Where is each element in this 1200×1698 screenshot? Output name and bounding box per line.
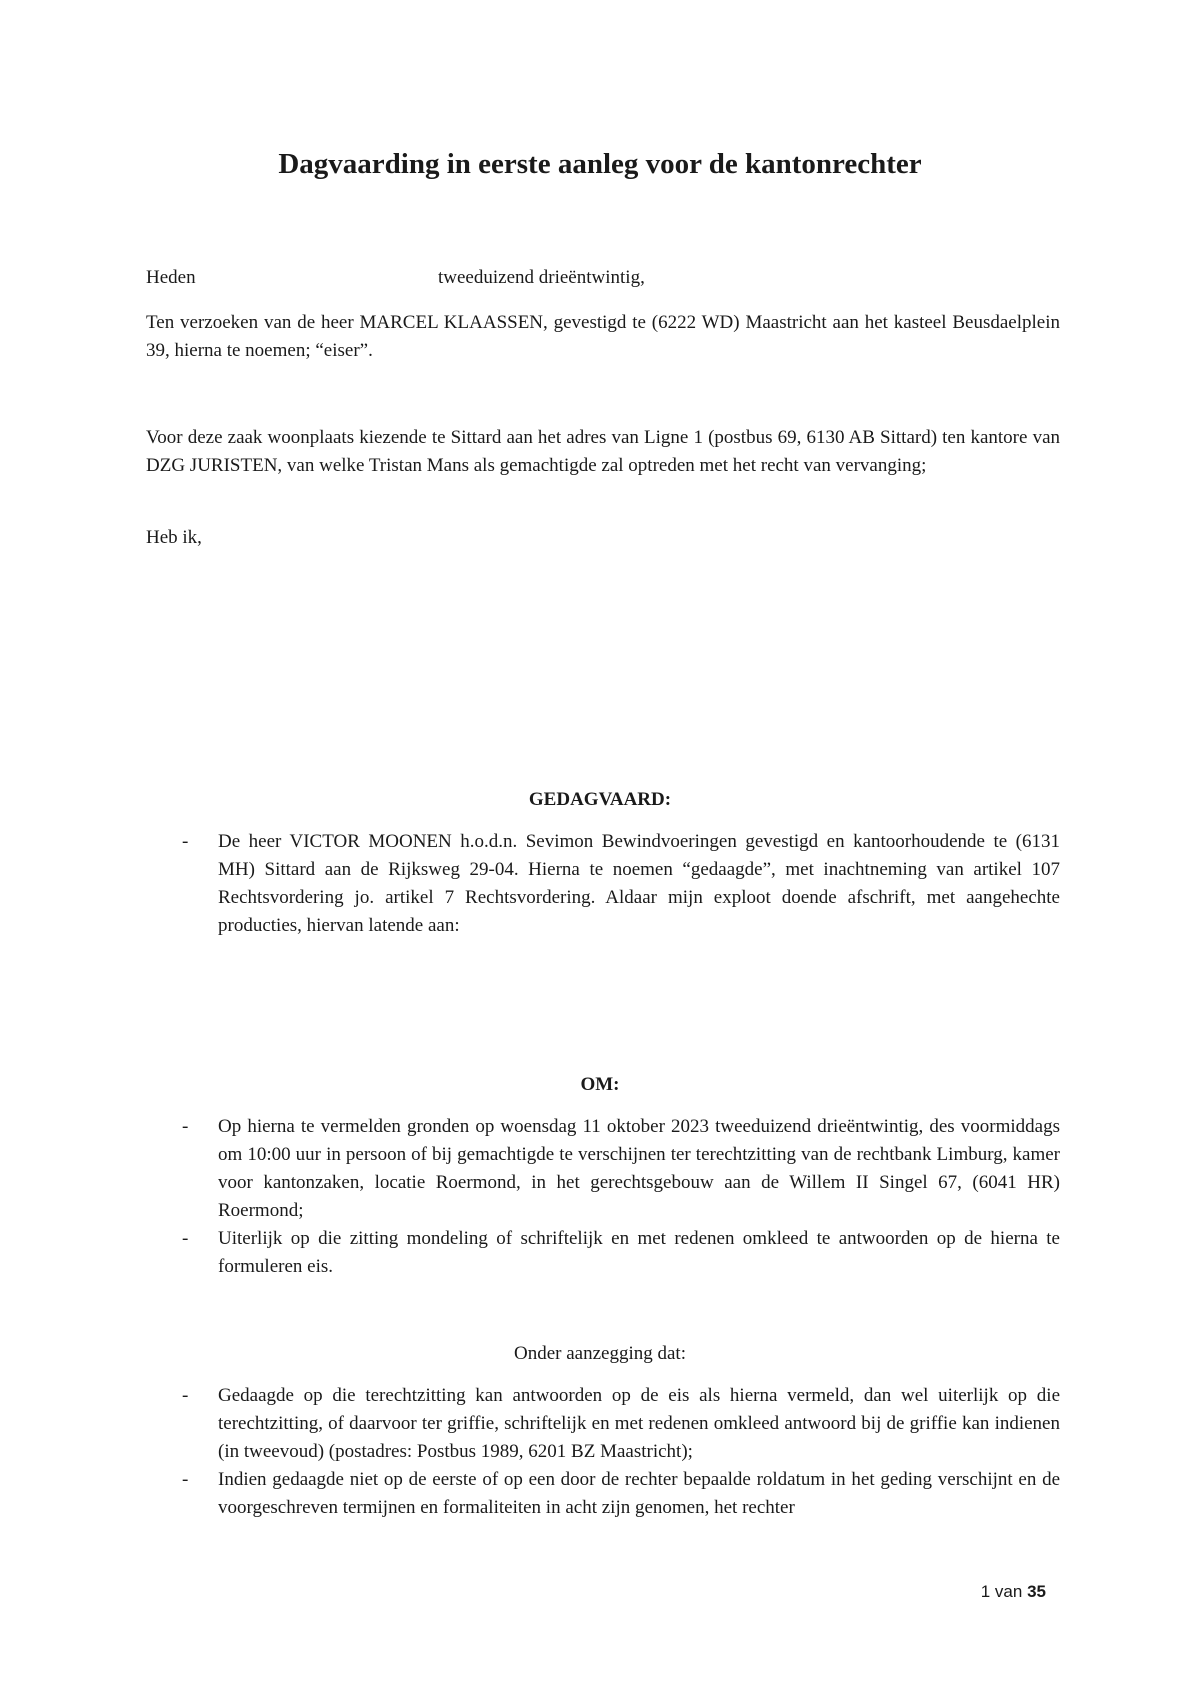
page-separator: van xyxy=(994,1582,1023,1601)
gedagvaard-list xyxy=(0,828,1200,940)
heden-line xyxy=(146,264,1060,292)
list-marker: - xyxy=(182,831,189,852)
list-item-text: De heer VICTOR MOONEN h.o.d.n. Sevimon Bewindvoeringen gevestigd en kantoorhoudende te (6131 MH) Sittard aan de Rijksweg 29-04. Hierna te noemen “gedaagde”, met inachtneming van artikel 107 Rechtsvordering jo. artikel 7 Rechtsvordering. Aldaar mijn exploot doende afschrift, met aangehechte producties, hiervan latende aan: xyxy=(218,831,1060,936)
list-item xyxy=(0,1113,1060,1225)
woonplaats-paragraph: Voor deze zaak woonplaats kiezende te Sittard aan het adres van Ligne 1 (postbus 69, 6130 AB Sittard) ten kantore van DZG JURISTEN, van welke Tristan Mans als gemachtigde zal optreden met het recht van vervanging; xyxy=(146,427,1060,476)
list-item xyxy=(0,1225,1060,1281)
heb-ik-line: Heb ik, xyxy=(146,527,202,548)
page-total: 35 xyxy=(1027,1582,1046,1601)
list-marker: - xyxy=(182,1228,189,1249)
list-marker: - xyxy=(182,1116,189,1137)
heden-date: tweeduizend drieëntwintig, xyxy=(438,267,645,288)
list-item-text: Uiterlijk op die zitting mondeling of schriftelijk en met redenen omkleed te antwoorden op de hierna te formuleren eis. xyxy=(218,1228,1060,1277)
page-current: 1 xyxy=(980,1582,991,1601)
list-marker: - xyxy=(182,1385,189,1406)
list-marker: - xyxy=(182,1469,189,1490)
list-item-text: Indien gedaagde niet op de eerste of op een door de rechter bepaalde roldatum in het geding verschijnt en de voorgeschreven termijnen en formaliteiten in acht zijn genomen, het rechter xyxy=(218,1469,1060,1518)
list-item-text: Op hierna te vermelden gronden op woensdag 11 oktober 2023 tweeduizend drieëntwintig, des voormiddags om 10:00 uur in persoon of bij gemachtigde te verschijnen ter terechtzitting van de rechtbank Limburg, kamer voor kantonzaken, locatie Roermond, in het gerechtsgebouw aan de Willem II Singel 67, (6041 HR) Roermond; xyxy=(218,1116,1060,1221)
heden-label: Heden xyxy=(146,267,196,288)
list-item xyxy=(0,1466,1060,1522)
gedagvaard-heading: GEDAGVAARD: xyxy=(528,789,672,810)
aanzegging-list xyxy=(0,1382,1200,1522)
page-number xyxy=(981,1580,1046,1604)
verzoek-paragraph: Ten verzoeken van de heer MARCEL KLAASSEN, gevestigd te (6222 WD) Maastricht aan het kasteel Beusdaelplein 39, hierna te noemen; “eiser”. xyxy=(146,312,1060,361)
om-list xyxy=(0,1113,1200,1281)
list-item xyxy=(0,828,1060,940)
list-item xyxy=(0,1382,1060,1466)
aanzegging-heading: Onder aanzegging dat: xyxy=(514,1343,686,1364)
om-heading: OM: xyxy=(580,1074,620,1095)
document-title: Dagvaarding in eerste aanleg voor de kantonrechter xyxy=(278,148,922,180)
list-item-text: Gedaagde op die terechtzitting kan antwoorden op de eis als hierna vermeld, dan wel uiterlijk op die terechtzitting, of daarvoor ter griffie, schriftelijk en met redenen omkleed antwoord bij de griffie kan indienen (in tweevoud) (postadres: Postbus 1989, 6201 BZ Maastricht); xyxy=(218,1385,1060,1462)
